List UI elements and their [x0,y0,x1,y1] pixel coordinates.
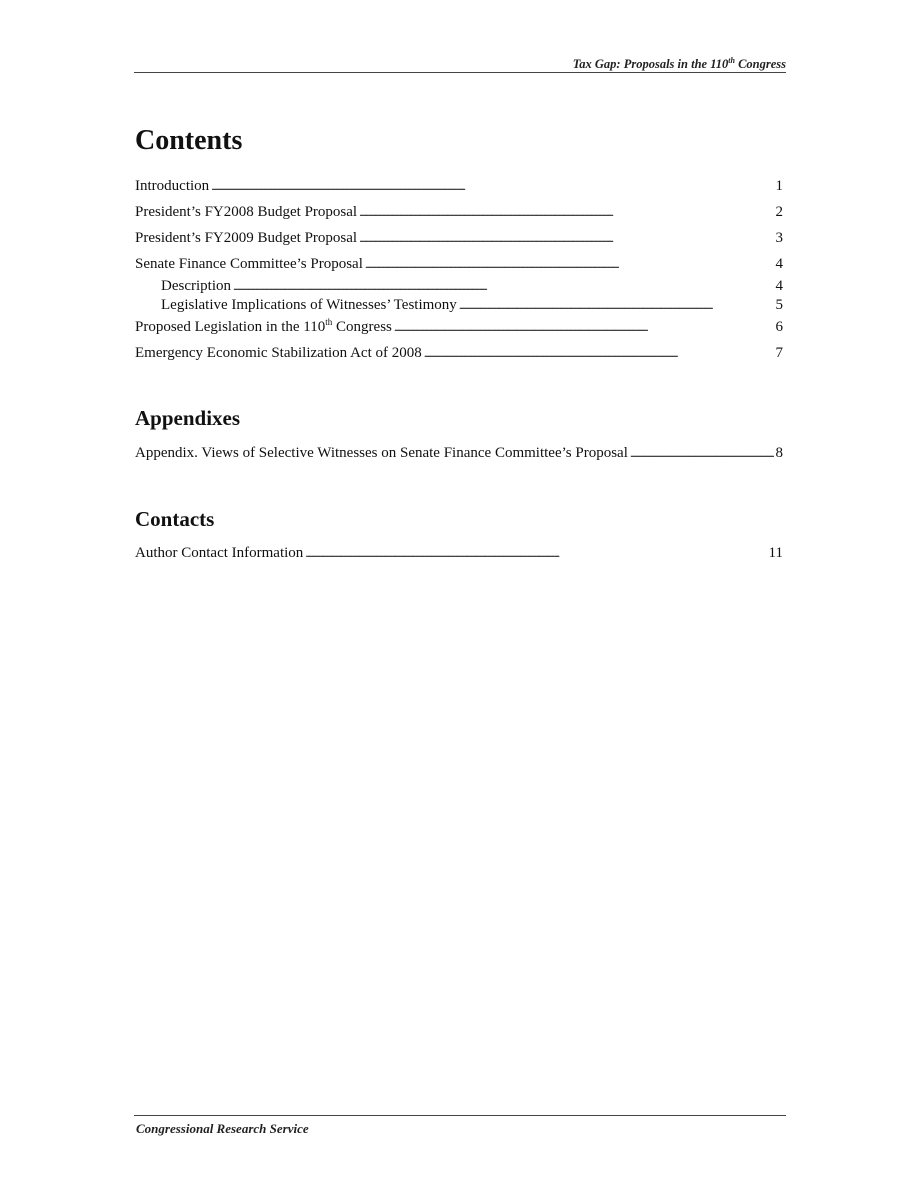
running-header-title: Tax Gap: Proposals in the 110th Congress [572,55,786,71]
toc-entry-label: Description [161,278,231,294]
dot-leader [305,544,766,562]
toc-entry-label: Senate Finance Committee’s Proposal [135,256,363,272]
toc-entry-label: Emergency Economic Stabilization Act of 2008 [135,345,422,361]
toc-entry-proposed-legislation[interactable] [135,318,783,336]
dot-leader [424,344,774,362]
toc-entry-label: Proposed Legislation in the 110th Congress [135,317,392,335]
toc-entry-label: President’s FY2008 Budget Proposal [135,204,358,220]
toc-page-number: 5 [775,297,783,313]
toc-entry-introduction[interactable] [135,177,783,195]
toc-entry-appendix[interactable] [135,444,783,462]
toc-page-number: 8 [775,445,783,461]
toc-entry-emergency-economic[interactable] [135,344,783,362]
dot-leader [394,318,774,336]
toc-entry-label: Legislative Implications of Witnesses’ Testimony [161,297,457,313]
running-header [134,56,786,73]
dot-leader [211,177,773,195]
dot-leader [359,203,773,221]
dot-leader [365,255,774,273]
toc-page-number: 4 [775,256,783,272]
appendixes-heading: Appendixes [135,406,241,430]
toc-page-number: 11 [768,545,783,561]
toc-entry-label: Author Contact Information [135,545,304,561]
toc-page-number: 2 [775,204,783,220]
toc-page-number: 7 [775,345,783,361]
toc-entry-senate-finance[interactable] [135,255,783,273]
toc-page-number: 4 [775,278,783,294]
dot-leader [459,296,774,314]
toc-entry-label: Appendix. Views of Selective Witnesses on Senate Finance Committee’s Proposal [135,445,628,461]
toc-entry-description[interactable] [161,277,783,295]
toc-page-number: 3 [775,230,783,246]
toc-entry-label: Introduction [135,178,210,194]
toc-page-number: 1 [775,178,783,194]
running-footer [134,1115,786,1136]
contents-heading: Contents [135,125,243,156]
toc-entry-fy2009-budget[interactable] [135,229,783,247]
toc-entry-fy2008-budget[interactable] [135,203,783,221]
toc-entry-legislative-implications[interactable] [161,296,783,314]
toc-page-number: 6 [775,319,783,335]
dot-leader [359,229,773,247]
toc-entry-author-contact[interactable] [135,544,783,562]
dot-leader [630,444,774,462]
toc-entry-label: President’s FY2009 Budget Proposal [135,230,358,246]
dot-leader [233,277,774,295]
contacts-heading: Contacts [135,507,215,531]
footer-publisher: Congressional Research Service [136,1121,309,1136]
